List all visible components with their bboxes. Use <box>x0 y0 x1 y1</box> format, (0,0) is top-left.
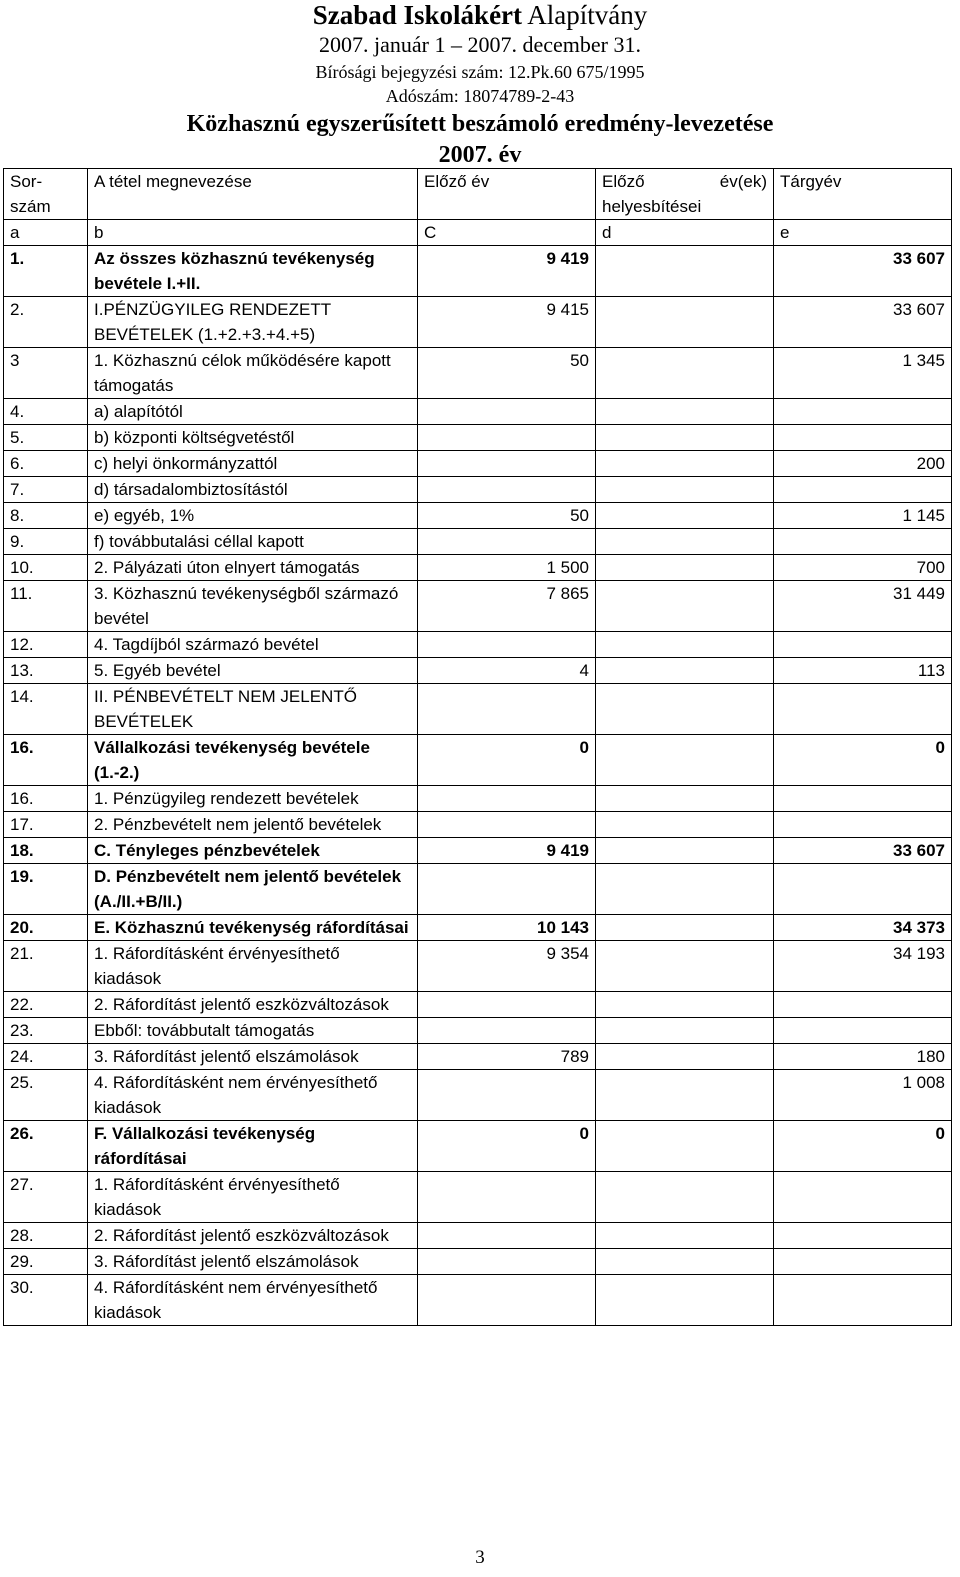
row-name: 2. Ráfordítást jelentő eszközváltozások <box>88 1223 418 1249</box>
table-row <box>4 555 952 581</box>
row-number: 26. <box>4 1121 88 1172</box>
table-row <box>4 1249 952 1275</box>
row-current-year: 700 <box>774 555 952 581</box>
row-number: 2. <box>4 297 88 348</box>
row-number: 17. <box>4 812 88 838</box>
row-number: 5. <box>4 425 88 451</box>
row-current-year: 0 <box>774 1121 952 1172</box>
row-number: 3 <box>4 348 88 399</box>
row-prev-year: 50 <box>418 348 596 399</box>
row-name: 2. Pályázati úton elnyert támogatás <box>88 555 418 581</box>
row-prev-year <box>418 1249 596 1275</box>
row-adjustment <box>596 1121 774 1172</box>
col-name-header: A tétel megnevezése <box>88 169 418 220</box>
letter-a: a <box>4 220 88 246</box>
row-current-year <box>774 864 952 915</box>
row-adjustment <box>596 1018 774 1044</box>
row-name: f) továbbutalási céllal kapott <box>88 529 418 555</box>
row-prev-year: 50 <box>418 503 596 529</box>
row-prev-year: 9 419 <box>418 838 596 864</box>
row-prev-year <box>418 812 596 838</box>
table-row <box>4 451 952 477</box>
table-row <box>4 425 952 451</box>
row-adjustment <box>596 503 774 529</box>
letter-b: b <box>88 220 418 246</box>
row-number: 4. <box>4 399 88 425</box>
row-current-year: 33 607 <box>774 246 952 297</box>
row-prev-year <box>418 992 596 1018</box>
row-number: 7. <box>4 477 88 503</box>
row-name: 1. Ráfordításként érvényesíthető kiadások <box>88 1172 418 1223</box>
court-registration: Bírósági bejegyzési szám: 12.Pk.60 675/1995 <box>315 62 645 82</box>
row-current-year <box>774 812 952 838</box>
row-current-year <box>774 399 952 425</box>
row-name: Ebből: továbbutalt támogatás <box>88 1018 418 1044</box>
table-row <box>4 632 952 658</box>
table-row <box>4 864 952 915</box>
row-adjustment <box>596 992 774 1018</box>
row-current-year <box>774 425 952 451</box>
row-current-year <box>774 477 952 503</box>
row-adjustment <box>596 838 774 864</box>
table-row <box>4 1275 952 1326</box>
row-current-year: 34 373 <box>774 915 952 941</box>
table-row <box>4 1018 952 1044</box>
row-adjustment <box>596 1275 774 1326</box>
row-number: 30. <box>4 1275 88 1326</box>
row-adjustment <box>596 658 774 684</box>
row-number: 13. <box>4 658 88 684</box>
row-number: 18. <box>4 838 88 864</box>
row-name: e) egyéb, 1% <box>88 503 418 529</box>
row-adjustment <box>596 581 774 632</box>
foundation-title <box>0 0 960 30</box>
letter-d: d <box>596 220 774 246</box>
row-adjustment <box>596 812 774 838</box>
row-current-year <box>774 1018 952 1044</box>
row-prev-year <box>418 399 596 425</box>
table-row <box>4 992 952 1018</box>
row-adjustment <box>596 941 774 992</box>
row-name: I.PÉNZÜGYILEG RENDEZETT BEVÉTELEK (1.+2.+3.+4.+5) <box>88 297 418 348</box>
row-number: 20. <box>4 915 88 941</box>
row-prev-year <box>418 864 596 915</box>
row-adjustment <box>596 1070 774 1121</box>
row-prev-year: 4 <box>418 658 596 684</box>
row-name: F. Vállalkozási tevékenység ráfordításai <box>88 1121 418 1172</box>
row-current-year: 200 <box>774 451 952 477</box>
table-row <box>4 838 952 864</box>
row-prev-year: 9 354 <box>418 941 596 992</box>
row-number: 23. <box>4 1018 88 1044</box>
table-row <box>4 941 952 992</box>
row-adjustment <box>596 915 774 941</box>
row-number: 22. <box>4 992 88 1018</box>
row-name: 4. Tagdíjból származó bevétel <box>88 632 418 658</box>
table-row <box>4 1223 952 1249</box>
row-number: 14. <box>4 684 88 735</box>
row-current-year: 33 607 <box>774 297 952 348</box>
row-name: D. Pénzbevételt nem jelentő bevételek (A./II.+B/II.) <box>88 864 418 915</box>
foundation-title-bold: Szabad Iskolákért <box>312 0 523 30</box>
col-curr-header: Tárgyév <box>774 169 952 220</box>
row-prev-year: 9 419 <box>418 246 596 297</box>
row-name: C. Tényleges pénzbevételek <box>88 838 418 864</box>
row-prev-year <box>418 632 596 658</box>
table-row <box>4 786 952 812</box>
row-current-year: 33 607 <box>774 838 952 864</box>
row-prev-year <box>418 451 596 477</box>
table-row <box>4 1070 952 1121</box>
row-prev-year: 0 <box>418 735 596 786</box>
table-row <box>4 581 952 632</box>
row-adjustment <box>596 555 774 581</box>
row-prev-year <box>418 684 596 735</box>
row-number: 28. <box>4 1223 88 1249</box>
row-adjustment <box>596 1044 774 1070</box>
col-adj-header: Előző év(ek) helyesbítései <box>596 169 774 220</box>
row-prev-year: 0 <box>418 1121 596 1172</box>
row-name: b) központi költségvetéstől <box>88 425 418 451</box>
report-title: Közhasznú egyszerűsített beszámoló eredmény-levezetése <box>186 111 774 137</box>
row-prev-year <box>418 1070 596 1121</box>
table-row <box>4 246 952 297</box>
row-prev-year: 9 415 <box>418 297 596 348</box>
row-number: 24. <box>4 1044 88 1070</box>
row-name: 5. Egyéb bevétel <box>88 658 418 684</box>
row-prev-year <box>418 1172 596 1223</box>
row-current-year: 31 449 <box>774 581 952 632</box>
row-number: 19. <box>4 864 88 915</box>
row-adjustment <box>596 246 774 297</box>
row-name: 3. Közhasznú tevékenységből származó bevétel <box>88 581 418 632</box>
row-current-year <box>774 1172 952 1223</box>
row-adjustment <box>596 477 774 503</box>
row-current-year <box>774 684 952 735</box>
row-name: d) társadalombiztosítástól <box>88 477 418 503</box>
tax-number: Adószám: 18074789-2-43 <box>385 86 575 106</box>
row-current-year: 113 <box>774 658 952 684</box>
row-prev-year <box>418 477 596 503</box>
row-adjustment <box>596 451 774 477</box>
table-row <box>4 812 952 838</box>
row-name: 3. Ráfordítást jelentő elszámolások <box>88 1249 418 1275</box>
row-current-year: 34 193 <box>774 941 952 992</box>
row-adjustment <box>596 864 774 915</box>
table-row <box>4 1044 952 1070</box>
row-current-year: 0 <box>774 735 952 786</box>
row-name: II. PÉNBEVÉTELT NEM JELENTŐ BEVÉTELEK <box>88 684 418 735</box>
period: 2007. január 1 – 2007. december 31. <box>319 32 641 57</box>
row-adjustment <box>596 399 774 425</box>
row-prev-year <box>418 1018 596 1044</box>
row-adjustment <box>596 632 774 658</box>
row-current-year <box>774 1275 952 1326</box>
row-current-year <box>774 632 952 658</box>
row-current-year: 1 145 <box>774 503 952 529</box>
row-current-year: 1 008 <box>774 1070 952 1121</box>
row-name: 4. Ráfordításként nem érvényesíthető kiadások <box>88 1275 418 1326</box>
letter-row <box>4 220 952 246</box>
table-row <box>4 1172 952 1223</box>
table-row <box>4 477 952 503</box>
row-adjustment <box>596 1172 774 1223</box>
row-name: E. Közhasznú tevékenység ráfordításai <box>88 915 418 941</box>
row-name: a) alapítótól <box>88 399 418 425</box>
foundation-title-rest: Alapítvány <box>522 0 648 30</box>
row-number: 12. <box>4 632 88 658</box>
row-prev-year <box>418 1223 596 1249</box>
letter-e: e <box>774 220 952 246</box>
row-current-year: 1 345 <box>774 348 952 399</box>
row-number: 1. <box>4 246 88 297</box>
row-prev-year <box>418 425 596 451</box>
table-row <box>4 503 952 529</box>
row-prev-year: 10 143 <box>418 915 596 941</box>
table-row <box>4 399 952 425</box>
row-number: 29. <box>4 1249 88 1275</box>
table-row <box>4 1121 952 1172</box>
table-row <box>4 915 952 941</box>
row-name: 4. Ráfordításként nem érvényesíthető kiadások <box>88 1070 418 1121</box>
table-body <box>4 246 952 1326</box>
row-number: 27. <box>4 1172 88 1223</box>
row-number: 6. <box>4 451 88 477</box>
row-number: 11. <box>4 581 88 632</box>
row-current-year: 180 <box>774 1044 952 1070</box>
row-number: 9. <box>4 529 88 555</box>
row-current-year <box>774 992 952 1018</box>
row-number: 16. <box>4 735 88 786</box>
table-row <box>4 529 952 555</box>
header-row <box>4 169 952 220</box>
row-prev-year: 789 <box>418 1044 596 1070</box>
col-prev-header: Előző év <box>418 169 596 220</box>
row-prev-year <box>418 1275 596 1326</box>
row-adjustment <box>596 735 774 786</box>
row-adjustment <box>596 684 774 735</box>
row-number: 16. <box>4 786 88 812</box>
row-name: 1. Pénzügyileg rendezett bevételek <box>88 786 418 812</box>
report-year: 2007. év <box>438 142 522 168</box>
row-prev-year: 7 865 <box>418 581 596 632</box>
table-row <box>4 735 952 786</box>
page-number: 3 <box>475 1547 485 1568</box>
income-statement-table <box>3 168 952 1326</box>
row-adjustment <box>596 425 774 451</box>
row-adjustment <box>596 529 774 555</box>
row-name: 2. Pénzbevételt nem jelentő bevételek <box>88 812 418 838</box>
letter-c: C <box>418 220 596 246</box>
row-number: 8. <box>4 503 88 529</box>
row-name: c) helyi önkormányzattól <box>88 451 418 477</box>
row-current-year <box>774 529 952 555</box>
row-number: 21. <box>4 941 88 992</box>
row-name: 1. Közhasznú célok működésére kapott támogatás <box>88 348 418 399</box>
row-current-year <box>774 1223 952 1249</box>
row-adjustment <box>596 297 774 348</box>
row-name: 1. Ráfordításként érvényesíthető kiadások <box>88 941 418 992</box>
table-row <box>4 658 952 684</box>
row-adjustment <box>596 348 774 399</box>
col-sorszam-header: Sor-szám <box>4 169 88 220</box>
row-number: 25. <box>4 1070 88 1121</box>
row-prev-year <box>418 529 596 555</box>
row-current-year <box>774 786 952 812</box>
table-row <box>4 297 952 348</box>
row-number: 10. <box>4 555 88 581</box>
row-adjustment <box>596 1223 774 1249</box>
row-current-year <box>774 1249 952 1275</box>
row-name: 2. Ráfordítást jelentő eszközváltozások <box>88 992 418 1018</box>
table-row <box>4 348 952 399</box>
row-adjustment <box>596 786 774 812</box>
row-prev-year <box>418 786 596 812</box>
row-name: Az összes közhasznú tevékenység bevétele I.+II. <box>88 246 418 297</box>
row-adjustment <box>596 1249 774 1275</box>
table-row <box>4 684 952 735</box>
row-prev-year: 1 500 <box>418 555 596 581</box>
row-name: Vállalkozási tevékenység bevétele (1.-2.) <box>88 735 418 786</box>
row-name: 3. Ráfordítást jelentő elszámolások <box>88 1044 418 1070</box>
